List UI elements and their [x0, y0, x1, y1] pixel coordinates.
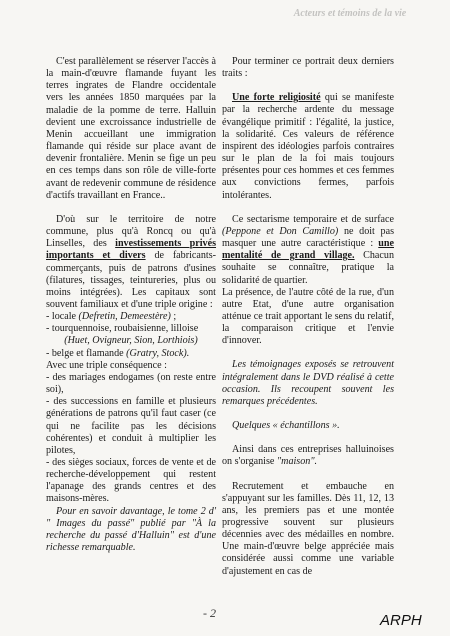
page-number: - 2 [203, 606, 216, 620]
paragraph-maison [222, 444, 394, 468]
bleed-line-1: Acteurs et témoins de la vie [293, 8, 407, 19]
origin-local [46, 311, 216, 323]
maison-emphasis: "maison". [276, 456, 318, 468]
origin-belgian-names: (Gratry, Stock). [126, 347, 190, 359]
paragraph-testimonies: Les témoignages exposés se retrouvent intégralement dans le DVD réalisé à cette occasion. Ils recoupent souvent les remarques précédentes. [222, 359, 394, 407]
consequence-successions: - des successions en famille et plusieurs générations de patrons qu'il faut caser (ce qui ne facilite pas les décisions cohérentes) et conduit à multiplier les pilotes, [46, 396, 216, 456]
consequence-intro: Avec une triple conséquence : [46, 359, 167, 371]
paragraph-border-presence: La présence, de l'autre côté de la rue, d'un autre Etat, d'une autre organisation atténue ce trait apportant le sens du relatif, la comparaison critique et l'envie d'innover. [222, 286, 394, 347]
paragraph-samples: Quelques « échantillons ». [232, 420, 340, 432]
religiosity-emphasis: Une forte religiosité [232, 92, 321, 104]
paragraph-immigration: C'est parallèlement se réserver l'accès à la main-d'œuvre flamande fuyant les terres ingrates de Flandre occidentale vers les années 1850 marquées par la maladie de la pomme de terre. Halluin devient une excroissance industrielle de Menin accueillant une immigration flamande qui réside sur place avant de devenir frontalière. Menin se fige un peu en ces temps dans son rôle de ville-forte avant de redevenir commune de résidence d'actifs travaillant en France.. [46, 56, 216, 201]
right-column [222, 56, 394, 590]
consequence-headquarters: - des sièges sociaux, forces de vente et de recherche-développement qui restent l'apanage des grands centres et des maisons-mères. [46, 457, 216, 505]
paragraph-portrait-intro: Pour terminer ce portrait deux derniers traits : [222, 56, 394, 80]
origin-regional-names: (Huet, Ovigneur, Sion, Lorthiois) [64, 335, 198, 347]
left-column [46, 56, 216, 566]
origin-local-names: (Defretin, Demeestère) [78, 311, 171, 323]
investments-emphasis: investissements privés importants et divers [46, 238, 217, 262]
origin-local-end: ; [173, 311, 177, 323]
paragraph-village-mentality [222, 214, 394, 287]
origin-belgian-label: - belge et flamande [46, 347, 124, 359]
paragraph-religiosity [222, 92, 394, 201]
bleed-through-text [270, 8, 430, 19]
village-reference: (Peppone et Don Camillo) [222, 225, 339, 237]
maison-intro: Ainsi dans ces entreprises halluinoises on s'organise [222, 444, 394, 468]
paragraph-investments [46, 214, 216, 311]
religiosity-detail: qui se manifeste par la recherche ardente du message évangélique primitif : l'égalité, la justice, la solidarité. Ces valeurs de référence inspirent des idéologies parfois contraires sur le plan de la foi mais toujours présentes pour ces hommes et ces femmes aux convictions fermes, parfois intolérantes. [222, 92, 394, 201]
paragraph-recruitment: Recrutement et embauche en s'appuyant sur les familles. Dès 11, 12, 13 ans, les premiers pas et une montée progressive souvent sur plusieurs décennies avec des médailles en nombre. Une main-d'œuvre belge appréciée mais considérée aussi comme une variable d'ajustement en cas de [222, 480, 394, 577]
origin-local-label: - locale [46, 311, 76, 323]
village-intro: Ce sectarisme temporaire et de surface [232, 213, 394, 225]
village-detail: Chacun souhaite se connaître, pratique la solidarité de quartier. [222, 250, 394, 286]
consequence-marriages: - des mariages endogames (on reste entre soi), [46, 371, 216, 396]
origin-regional-label: - tourquennoise, roubaisienne, lilloise [46, 323, 199, 335]
origin-belgian [46, 348, 216, 360]
village-middle: ne doit pas masquer une autre caractéristique : [222, 225, 394, 250]
arph-watermark: ARPH [380, 612, 422, 629]
village-emphasis: une mentalité de grand village. [222, 238, 394, 262]
investments-intro: D'où sur le territoire de notre commune, plus qu'à Roncq ou qu'à Linselles, des [46, 213, 216, 250]
investments-detail: de fabricants-commerçants, puis de patrons d'usines (filatures, tissages, teintureries, plus ou moins intégrées). Les capitaux sont souvent familiaux et d'une triple origine : [46, 250, 216, 310]
reference-note: Pour en savoir davantage, le tome 2 d' " Images du passé" publié par "À la recherche du passé d'Halluin" est d'une richesse remarquable. [46, 505, 216, 554]
